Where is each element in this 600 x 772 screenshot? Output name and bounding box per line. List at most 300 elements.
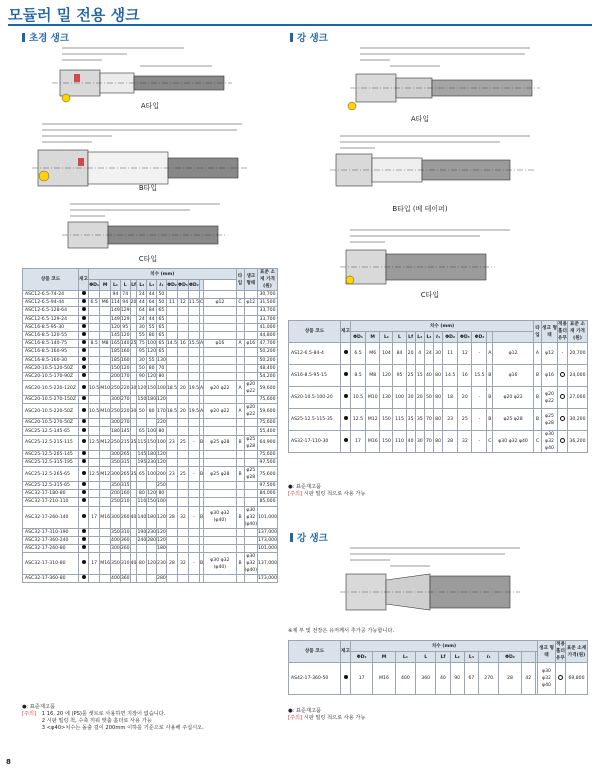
table-cell: 30	[130, 404, 137, 419]
table-cell	[147, 544, 157, 552]
table-row	[23, 299, 278, 307]
table-cell: A	[534, 343, 542, 365]
table-row	[23, 536, 278, 544]
table-cell	[204, 291, 236, 299]
table-cell: ASC12-6.5-94-44	[23, 299, 79, 307]
table-cell	[137, 575, 147, 583]
table-cell	[244, 544, 257, 552]
table-cell	[166, 528, 177, 536]
col-shank-form: 생크 형태	[542, 321, 558, 343]
table-cell: 114	[111, 300, 120, 306]
carbide-type-b-drawing	[22, 112, 272, 192]
table-cell	[341, 409, 351, 431]
table-cell: 120	[157, 537, 166, 543]
table-cell: 4	[415, 343, 424, 365]
table-cell: B	[236, 467, 244, 482]
table-cell: 200	[111, 491, 120, 497]
table-cell	[166, 307, 177, 315]
table-cell: A	[236, 404, 244, 419]
table-cell: 300	[111, 467, 121, 482]
table-cell: 40	[130, 506, 137, 528]
table-row	[23, 544, 278, 552]
table-cell	[236, 331, 244, 339]
subheader-cell	[200, 280, 204, 291]
table-cell: 30,200	[568, 409, 588, 431]
table-cell: 35	[415, 409, 424, 431]
right-note-2: 시판 밀링 척으로 사용 가능	[303, 715, 366, 721]
left-note-2: 2 시판 밀링 척, 수축 끼워 맞춤 홀더로 사용 가능	[41, 718, 152, 724]
table-cell: 137,000	[258, 553, 278, 575]
table-cell	[188, 536, 199, 544]
section-marker	[290, 533, 293, 542]
table-cell	[79, 419, 89, 427]
table-cell	[204, 348, 236, 356]
table-cell: 12	[458, 343, 472, 365]
table-cell: 360	[120, 537, 130, 543]
table-cell: M12	[366, 409, 380, 431]
stock-dot-icon	[82, 560, 86, 564]
table-cell	[244, 498, 257, 506]
table-cell	[244, 323, 257, 331]
table-cell: 350	[111, 553, 121, 575]
table-cell	[178, 291, 189, 299]
table-cell: 74	[122, 292, 129, 298]
table-cell: 17	[351, 431, 366, 453]
col-dimensions: 치수 (mm)	[89, 269, 237, 280]
table-cell	[166, 498, 177, 506]
table-cell: B	[236, 553, 244, 575]
table-row	[23, 372, 278, 380]
table-cell: 18	[443, 387, 458, 409]
stock-dot-icon	[82, 428, 86, 432]
table-cell: φ12	[493, 343, 534, 365]
table-cell: 190	[137, 529, 147, 535]
table-cell: B	[200, 467, 204, 482]
table-cell	[79, 467, 89, 482]
table-row	[289, 365, 588, 387]
table-cell	[89, 307, 100, 315]
table-cell	[79, 348, 89, 356]
table-cell	[100, 307, 111, 315]
table-cell: 24	[424, 343, 433, 365]
table-cell: 23	[166, 435, 177, 450]
table-cell	[79, 404, 89, 419]
table-cell: 120	[147, 349, 157, 355]
table-cell	[166, 490, 177, 498]
table-cell: 160	[120, 491, 130, 497]
table-cell: B	[487, 387, 493, 409]
subheader-cell: M	[366, 332, 380, 343]
table-cell	[79, 490, 89, 498]
table-cell	[558, 387, 568, 409]
table-cell	[89, 356, 100, 364]
table-cell: 65	[158, 341, 165, 347]
table-cell: B	[200, 553, 204, 575]
table-cell: 18.5	[166, 404, 177, 419]
table-cell: 30	[434, 343, 443, 365]
table-cell	[166, 315, 177, 323]
table-cell	[166, 450, 177, 458]
table-cell: 185	[111, 357, 120, 363]
table-cell	[130, 364, 137, 372]
table-cell	[244, 291, 257, 299]
table-cell: M8	[366, 365, 380, 387]
table-cell: φ30 φ32 φ40	[538, 663, 556, 695]
table-cell: 65	[158, 333, 165, 339]
table-cell: 150	[147, 499, 157, 505]
table-row	[289, 431, 588, 453]
table-cell: ASC25-12.5-145-65	[23, 427, 79, 435]
table-cell: ASC32-17-210-110	[23, 498, 79, 506]
table-cell: 6.5	[351, 343, 366, 365]
col-dimensions: 치수 (mm)	[351, 321, 534, 332]
table-cell	[79, 482, 89, 490]
stock-dot-icon	[82, 307, 86, 311]
table-cell: 20,700	[568, 343, 588, 365]
table-cell: 80	[138, 491, 145, 497]
table-row	[23, 331, 278, 339]
table-cell	[166, 482, 177, 490]
table-cell	[244, 536, 257, 544]
table-cell	[89, 331, 100, 339]
carbide-shank-table	[22, 268, 278, 583]
table-cell: 32	[458, 431, 472, 453]
table-cell	[236, 528, 244, 536]
table-cell	[188, 575, 199, 583]
table-cell	[130, 348, 137, 356]
table-cell: φ30 φ32 (φ40)	[204, 553, 236, 575]
table-cell: 173,000	[258, 576, 277, 582]
table-cell: 10.5	[351, 387, 366, 409]
table-cell	[89, 396, 100, 404]
table-cell: 300	[111, 420, 120, 426]
table-cell: 150	[147, 435, 157, 450]
col-stock: 재고	[341, 641, 351, 663]
table-cell: M16	[100, 506, 111, 528]
table-cell	[79, 307, 89, 315]
table-cell: φ25 φ28	[244, 467, 257, 482]
table-row	[23, 381, 278, 396]
table-cell	[100, 575, 111, 583]
steel-caption-type-b: B타입 (베 테이퍼)	[392, 205, 448, 213]
table-cell: A	[487, 343, 493, 365]
table-cell: 75,600	[259, 451, 276, 457]
table-cell: 120	[120, 365, 130, 371]
table-cell	[178, 315, 189, 323]
table-cell	[100, 372, 111, 380]
table-cell: φ30 φ32 φ40	[542, 431, 558, 453]
table-cell: 220	[157, 420, 166, 426]
table-cell: φ25 φ28	[244, 435, 257, 450]
table-cell: ASC25-12.5-265-145	[23, 450, 79, 458]
stock-dot-icon	[82, 537, 86, 541]
table-cell	[236, 498, 244, 506]
table-cell	[89, 291, 100, 299]
stock-dot-icon	[344, 372, 348, 376]
stock-dot-icon	[82, 396, 86, 400]
table-cell	[130, 419, 137, 427]
table-cell	[79, 528, 89, 536]
table-cell: 20	[178, 404, 189, 419]
table-cell: 180	[111, 428, 120, 434]
subheader-cell: L₁	[380, 332, 393, 343]
table-cell: 95	[122, 324, 129, 330]
table-cell: 315	[120, 459, 130, 465]
table-cell	[79, 553, 89, 575]
subheader-cell: ℓ₁	[157, 280, 167, 291]
table-cell	[236, 490, 244, 498]
table-cell	[130, 528, 137, 536]
section-heading: 초경 생크	[29, 33, 70, 44]
right-legend-2: ●: 표준재고품	[288, 708, 321, 714]
table-cell: φ30 φ32 (φ40)	[244, 554, 257, 574]
table-row	[23, 364, 278, 372]
table-cell: 350	[111, 459, 120, 465]
table-cell: 260	[120, 506, 130, 528]
table-cell	[89, 528, 100, 536]
table-cell: 17	[351, 663, 373, 695]
table-cell: ASC20-10.5-120-50Z	[23, 364, 79, 372]
col-type: 타입	[534, 321, 542, 343]
table-cell	[236, 315, 244, 323]
table-cell	[188, 364, 199, 372]
table-cell	[204, 482, 236, 490]
table-cell: 59,600	[258, 404, 278, 419]
table-cell: ASC12-6.5-74-24	[23, 291, 79, 299]
table-row	[23, 291, 278, 299]
table-cell	[89, 323, 100, 331]
table-cell	[244, 575, 257, 583]
table-cell: 24	[138, 316, 145, 322]
table-cell: ASC32-17-360-80	[23, 575, 79, 583]
table-cell: 110	[137, 499, 147, 505]
subheader-cell: ΦD₂	[166, 280, 177, 291]
right-note-1: 시판 밀링 척으로 사용 가능	[303, 491, 366, 497]
table-cell: ASC32-17-180-80	[23, 490, 79, 498]
table-cell: 30	[130, 381, 137, 396]
table-cell: 120	[157, 529, 166, 535]
table-cell	[188, 315, 199, 323]
table-cell: C	[236, 299, 244, 307]
table-cell: B	[534, 409, 542, 431]
stock-dot-icon	[82, 514, 86, 518]
table-cell: 50	[158, 292, 165, 298]
subheader-cell: ΦD₂	[499, 652, 521, 663]
table-cell	[79, 450, 89, 458]
table-cell	[137, 482, 147, 490]
table-cell	[244, 427, 257, 435]
table-cell: 12.5	[351, 409, 366, 431]
subheader-cell	[493, 332, 534, 343]
table-cell: 80	[147, 404, 157, 419]
table-cell: 28	[166, 553, 177, 575]
subheader-cell: ΦD₃	[178, 280, 189, 291]
table-cell: 185	[111, 349, 120, 355]
table-cell: 15.5	[472, 365, 487, 387]
table-cell: -	[188, 435, 199, 450]
table-cell: 90	[138, 373, 145, 379]
available-circle-icon	[560, 372, 565, 377]
subheader-cell: L	[120, 280, 130, 291]
table-row	[23, 396, 278, 404]
table-cell	[188, 348, 199, 356]
table-cell: 145	[137, 451, 147, 457]
table-cell: 30	[415, 431, 424, 453]
table-cell: 137,000	[258, 529, 277, 535]
caption-type-a: A타입	[140, 102, 160, 110]
table-cell	[89, 364, 100, 372]
table-cell: 55	[138, 333, 145, 339]
stock-dot-icon	[82, 471, 86, 475]
table-row	[289, 387, 588, 409]
steel-shank-2-table	[288, 640, 588, 695]
stock-dot-icon	[344, 675, 348, 679]
table-cell	[236, 364, 244, 372]
table-cell: M16	[373, 663, 395, 695]
subheader-cell: L₂	[450, 652, 464, 663]
table-cell: 20	[458, 387, 472, 409]
table-cell: ASC20-10.5-270-50Z	[23, 419, 79, 427]
table-row	[23, 575, 278, 583]
table-cell: 69,800	[566, 663, 588, 695]
table-cell: 19.5	[188, 404, 199, 419]
table-cell: 40	[406, 431, 415, 453]
table-cell	[100, 419, 111, 427]
table-cell	[89, 536, 100, 544]
table-cell: 12.5	[89, 435, 100, 450]
carbide-type-c-drawing	[50, 196, 270, 256]
table-cell: 11.5	[188, 300, 200, 306]
table-cell: 40	[130, 553, 137, 575]
table-cell	[166, 364, 177, 372]
table-cell: 270	[120, 397, 130, 403]
table-cell: φ25 φ28	[204, 467, 236, 482]
available-circle-icon	[560, 438, 565, 443]
table-cell	[130, 498, 137, 506]
steel-type-a-drawing	[330, 40, 570, 118]
table-cell: 80	[148, 333, 155, 339]
stock-dot-icon	[82, 451, 86, 455]
table-row	[289, 409, 588, 431]
table-cell: 120	[157, 451, 166, 457]
table-cell: φ20 φ22	[204, 404, 236, 419]
subheader-cell: L₃	[147, 280, 157, 291]
table-cell	[178, 331, 189, 339]
table-cell: 70	[158, 365, 165, 371]
table-cell: φ20 φ22	[493, 387, 534, 409]
table-cell	[166, 427, 177, 435]
table-cell	[79, 381, 89, 396]
table-cell: B	[534, 365, 542, 387]
steel-caption-type-c: C타입	[420, 291, 440, 299]
table-cell: 300	[111, 506, 121, 528]
subheader-cell: ΦD₁	[351, 332, 366, 343]
table-row	[23, 498, 278, 506]
table-cell: 165	[111, 341, 120, 347]
table-cell: 94	[112, 292, 119, 298]
table-cell: A	[200, 381, 204, 396]
table-cell: 65	[158, 316, 165, 322]
table-cell: 41,000	[259, 324, 276, 330]
table-cell: 240	[137, 537, 147, 543]
table-cell: 15.5	[188, 341, 200, 347]
table-row	[289, 663, 588, 695]
table-cell: 25	[406, 365, 415, 387]
table-cell	[89, 458, 100, 466]
table-cell: 24,000	[568, 365, 588, 387]
table-row	[23, 490, 278, 498]
table-cell	[79, 372, 89, 380]
table-cell: ASC32-17-260-140	[23, 506, 79, 528]
table-cell: φ30 φ32 (φ40)	[204, 506, 236, 528]
table-cell: 20	[178, 381, 189, 396]
table-cell	[130, 372, 137, 380]
subheader-cell: ΦD₂	[443, 332, 458, 343]
table-cell: 24	[138, 292, 145, 298]
table-cell: M6	[366, 343, 380, 365]
table-cell: 8.5	[351, 365, 366, 387]
table-cell: B	[200, 506, 204, 528]
table-cell: 270	[479, 663, 499, 695]
table-cell: 300	[111, 546, 120, 552]
table-cell: 23	[443, 409, 458, 431]
table-header-row	[289, 641, 588, 652]
table-cell	[236, 544, 244, 552]
table-cell	[178, 544, 189, 552]
table-cell: 100	[147, 341, 157, 347]
table-cell	[244, 458, 257, 466]
table-cell: B	[236, 506, 244, 528]
table-cell	[79, 315, 89, 323]
table-cell	[188, 291, 199, 299]
subheader-cell: L₃	[464, 652, 478, 663]
steel-caption-type-a: A타입	[410, 115, 430, 123]
table-row	[23, 323, 278, 331]
table-cell	[188, 356, 199, 364]
table-cell: 120	[157, 506, 167, 528]
table-cell: 14.5	[166, 341, 178, 347]
table-cell: ASC25-12.5-315-195	[23, 458, 79, 466]
table-cell: 180	[147, 397, 157, 403]
table-cell	[178, 490, 189, 498]
table-cell: 149	[111, 308, 120, 314]
table-cell	[100, 498, 111, 506]
table-cell: -	[188, 506, 199, 528]
table-cell	[79, 458, 89, 466]
drawing-2-note: ※제 부 및 전장은 유저께서 추가공 가능합니다.	[288, 628, 395, 634]
table-cell	[79, 323, 89, 331]
table-row	[23, 404, 278, 419]
table-header-row	[23, 269, 278, 280]
table-cell	[89, 427, 100, 435]
table-cell: 80	[434, 431, 443, 453]
table-cell	[166, 458, 177, 466]
table-row	[23, 427, 278, 435]
table-cell	[204, 396, 236, 404]
table-cell: 170	[120, 373, 130, 379]
table-cell: φ16	[542, 365, 558, 387]
table-cell: 14.5	[443, 365, 458, 387]
table-cell	[178, 364, 189, 372]
table-cell: A	[236, 340, 244, 348]
table-cell	[236, 575, 244, 583]
table-cell	[236, 348, 244, 356]
table-cell: 28	[443, 431, 458, 453]
table-cell	[341, 387, 351, 409]
table-cell	[79, 536, 89, 544]
table-cell: B	[487, 409, 493, 431]
table-cell	[89, 348, 100, 356]
